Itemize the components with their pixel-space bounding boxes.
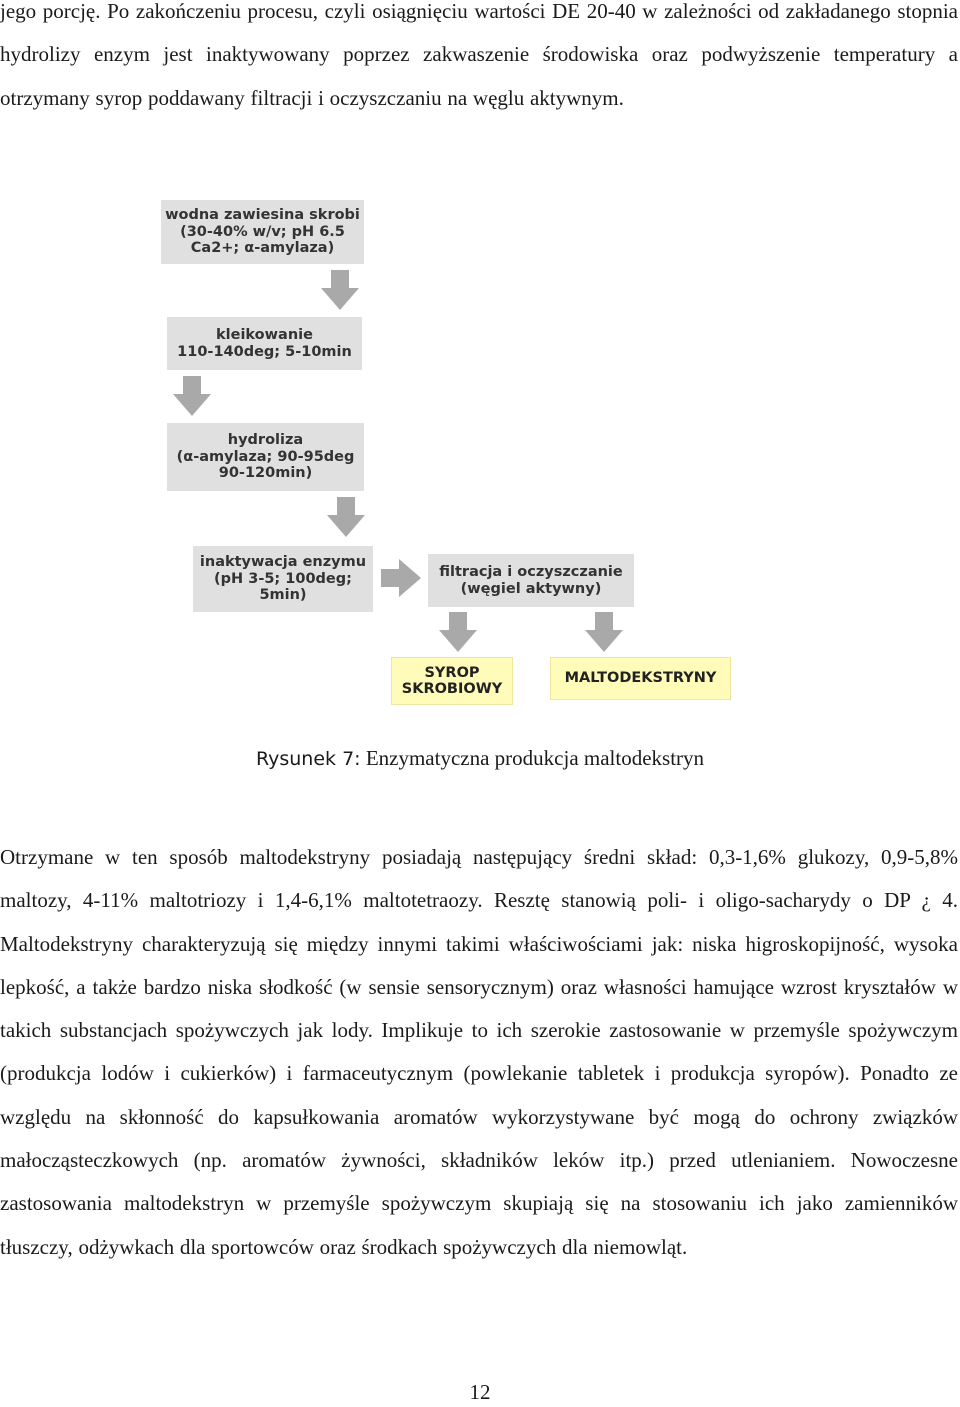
node-line: Ca2+; α-amylaza) — [190, 240, 335, 257]
node-starch-syrup — [391, 657, 513, 705]
node-line: (30-40% w/v; pH 6.5 — [180, 223, 345, 240]
node-line: 5min) — [259, 587, 307, 604]
node-line: hydroliza — [227, 432, 304, 449]
node-maltodextrins — [550, 657, 731, 700]
node-line: (α-amylaza; 90-95deg — [176, 448, 355, 465]
node-line: (węgiel aktywny) — [460, 580, 602, 597]
node-line: (pH 3-5; 100deg; — [214, 570, 352, 587]
node-gelatinization — [167, 317, 362, 370]
arrow-down-icon — [320, 270, 360, 310]
arrow-down-icon — [438, 612, 478, 652]
arrow-down-icon — [326, 497, 366, 537]
arrow-down-icon — [584, 612, 624, 652]
node-line: inaktywacja enzymu — [199, 554, 367, 571]
node-line: MALTODEKSTRYNY — [564, 670, 717, 687]
body-paragraph-bottom: Otrzymane w ten sposób maltodekstryny posiadają następujący średni skład: 0,3-1,6% glukozy, 0,9-5,8% maltozy, 4-11% maltotriozy i 1,4-6,1% maltotetraozy. Resztę stanowią poli- i oligo-sacharydy o DP ¿ 4. Maltodekstryny charakteryzują się między innymi takimi właściwościami jak: niska higroskopijność, wysoka lepkość, a także bardzo niska słodkość (w sensie sensorycznym) oraz własności hamujące wzrost kryształów w takich substancjach spożywczych jak lody. Implikuje to ich szerokie zastosowanie w przemyśle spożywczym (produkcja lodów i cukierków) i farmaceutycznym (powlekanie tabletek i produkcja syropów). Ponadto ze względu na skłonność do kapsułkowania aromatów wykorzystywane być mogą do ochrony związków małocząsteczkowych (np. aromatów żywności, składników leków itp.) przed utlenianiem. Nowoczesne zastosowania maltodekstryn w przemyśle spożywczym skupiają się na stosowaniu ich jako zamienników tłuszczy, odżywkach dla sportowców oraz środkach spożywczych dla niemowląt. — [0, 845, 958, 1259]
arrow-right-icon — [381, 558, 421, 598]
figure-caption — [0, 746, 960, 771]
node-line: 90-120min) — [218, 465, 313, 482]
node-hydrolysis — [167, 423, 364, 491]
node-line: wodna zawiesina skrobi — [165, 207, 360, 224]
node-line: filtracja i oczyszczanie — [439, 564, 623, 580]
node-line: 110-140deg; 5-10min — [177, 343, 352, 360]
node-filtration — [428, 554, 634, 607]
node-line: SKROBIOWY — [401, 681, 503, 697]
page-number: 12 — [469, 1380, 491, 1404]
node-line: SYROP — [424, 664, 480, 681]
figure-caption-text: Enzymatyczna produkcja maltodekstryn — [365, 746, 705, 770]
node-enzyme-inactivation — [193, 546, 373, 612]
node-line: kleikowanie — [216, 327, 313, 343]
node-starch-suspension — [161, 200, 364, 264]
body-paragraph-top: jego porcję. Po zakończeniu procesu, czyli osiągnięciu wartości DE 20-40 w zależności od zakładanego stopnia hydrolizy enzym jest inaktywowany poprzez zakwaszenie środowiska oraz podwyższenie temperatury a otrzymany syrop poddawany filtracji i oczyszczaniu na węglu aktywnym. — [0, 0, 958, 110]
arrow-down-icon — [172, 376, 212, 416]
figure-label: Rysunek 7: — [255, 748, 361, 770]
